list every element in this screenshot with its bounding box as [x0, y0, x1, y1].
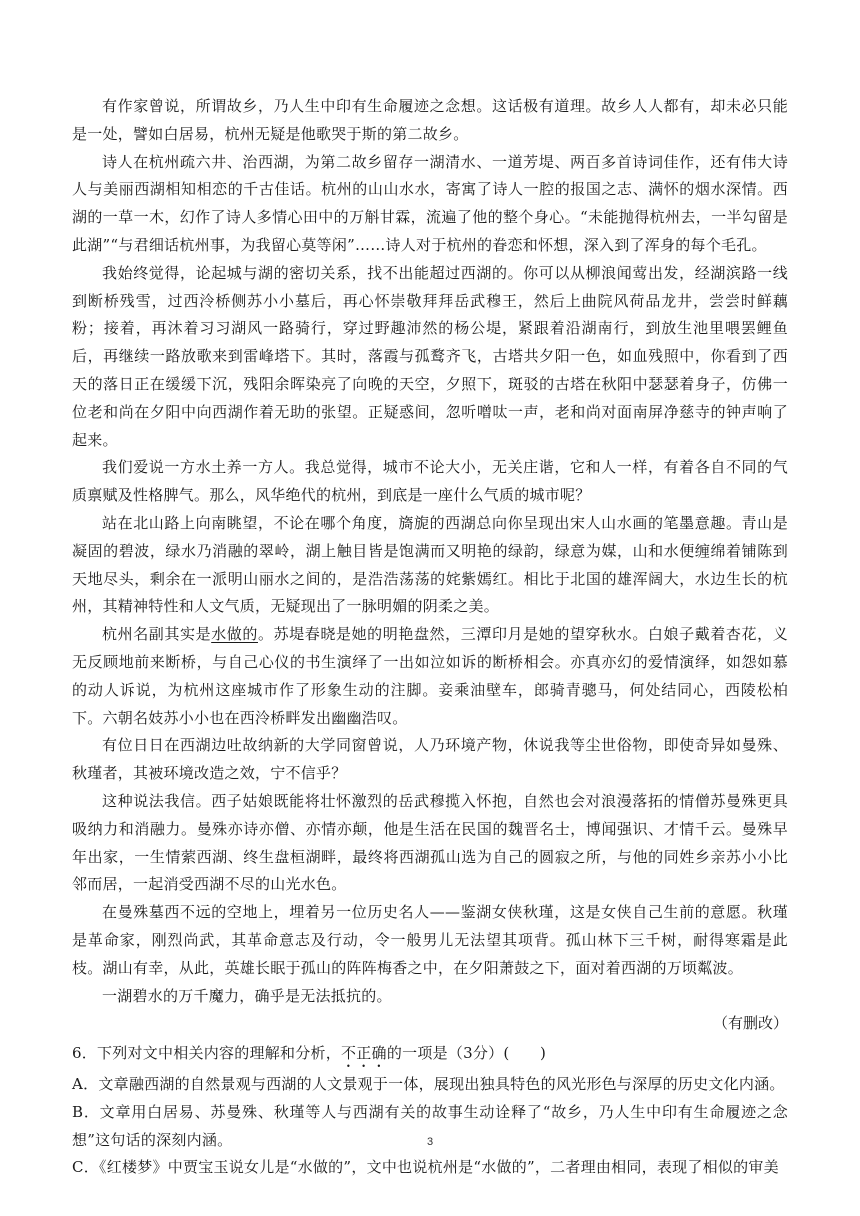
paragraph: 诗人在杭州疏六井、治西湖，为第二故乡留存一湖清水、一道芳堤、两百多首诗词佳作，还有伟大诗人与美丽西湖相知相恋的千古佳话。杭州的山山水水，寄寓了诗人一腔的报国之志、满怀的烟水深情。西湖的一草一木，幻作了诗人多情心田中的万斛甘霖，流遍了他的整个身心。“未能抛得杭州去，一半勾留是此湖”“与君细话杭州事，为我留心莫等闲”……诗人对于杭州的眷恋和怀想，深入到了浑身的每个毛孔。: [72, 152, 788, 254]
question-stem-text: 的一项是（3分）( ): [386, 1044, 547, 1063]
option-b: B．文章用白居易、苏曼殊、秋瑾等人与西湖有关的故事生动诠释了“故乡，乃人生中印有生命履迹之念想”这句话的深刻内涵。: [72, 1102, 788, 1149]
paragraph-text: 。苏堤春晓是她的明艳盘然，三潭印月是她的望穿秋水。白娘子戴着杏花，义无反顾地前来断桥，与自己心仪的书生演绎了一出如泣如诉的断桥相会。亦真亦幻的爱情演绎，如怨如慕的动人诉说，为杭州这座城市作了形象生动的注脚。妾乘油壁车，郎骑青骢马，何处结同心，西陵松柏下。六朝名妓苏小小也在西泠桥畔发出幽幽浩叹。: [72, 625, 788, 727]
paragraph-text: 杭州名副其实是: [102, 625, 212, 644]
source-credit: （有删改）: [712, 1014, 788, 1033]
paragraph: 在曼殊墓西不远的空地上，埋着另一位历史名人——鉴湖女侠秋瑾，这是女侠自己生前的意愿。秋瑾是革命家，刚烈尚武，其革命意志及行动，令一般男儿无法望其项背。孤山林下三千树，耐得寒霜是此枝。湖山有幸，从此，英雄长眠于孤山的阵阵梅香之中，在夕阳萧鼓之下，面对着西湖的万顷粼波。: [72, 903, 788, 977]
paragraph: 有作家曾说，所谓故乡，乃人生中印有生命履迹之念想。这话极有道理。故乡人人都有，却未必只能是一处，譬如白居易，杭州无疑是他歌哭于斯的第二故乡。: [72, 97, 788, 143]
paragraph: 站在北山路上向南眺望，不论在哪个角度，旖旎的西湖总向你呈现出宋人山水画的笔墨意趣。青山是凝固的碧波，绿水乃消融的翠岭，湖上触目皆是饱满而又明艳的绿韵，绿意为媒，山和水便缠绵着铺陈到天地尽头，剩余在一派明山丽水之间的，是浩浩荡荡的姹紫嫣红。相比于北国的雄浑阔大，水边生长的杭州，其精神特性和人文气质，无疑现出了一脉明媚的阴柔之美。: [72, 513, 788, 616]
document-page: [72, 93, 788, 1182]
passage: [72, 93, 788, 1038]
question-stem-text: 6．下列对文中相关内容的理解和分析，: [72, 1044, 342, 1063]
page-number: 3: [426, 1136, 434, 1148]
paragraph: 这种说法我信。西子姑娘既能将壮怀激烈的岳武穆揽入怀抱，自然也会对浪漫落拓的情僧苏曼殊更具吸纳力和消融力。曼殊亦诗亦僧、亦情亦颠，他是生活在民国的魏晋名士，博闻强识、才情千云。曼殊早年出家，一生情萦西湖、终生盘桓湖畔，最终将西湖孤山选为自己的圆寂之所，与他的同姓乡亲苏小小比邻而居，一起消受西湖不尽的山光水色。: [72, 791, 788, 894]
paragraph: 有位日日在西湖边吐故纳新的大学同窗曾说，人乃环境产物，休说我等尘世俗物，即使奇异如曼殊、秋瑾者，其被环境改造之效，宁不信乎？: [72, 736, 788, 783]
paragraph: 我们爱说一方水土养一方人。我总觉得，城市不论大小，无关庄谐，它和人一样，有着各自不同的气质禀赋及性格脾气。那么，风华绝代的杭州，到底是一座什么气质的城市呢？: [72, 458, 788, 505]
underlined-phrase: 水做的: [211, 625, 258, 644]
question-stem: [72, 1040, 788, 1071]
option-c: C．《红楼梦》中贾宝玉说女儿是“水做的”，文中也说杭州是“水做的”，二者理由相同，表现了相似的审美: [72, 1158, 779, 1177]
emphasis-text: 不正确: [341, 1044, 387, 1063]
option-a: A．文章融西湖的自然景观与西湖的人文景观于一体，展现出独具特色的风光形色与深厚的历史文化内涵。: [72, 1075, 785, 1094]
paragraph-water: [72, 621, 788, 732]
paragraph: 一湖碧水的万千魔力，确乎是无法抵抗的。: [102, 986, 392, 1005]
paragraph: 我始终觉得，论起城与湖的密切关系，找不出能超过西湖的。你可以从柳浪闻莺出发，经湖滨路一线到断桥残雪，过西泠桥侧苏小小墓后，再心怀崇敬拜拜岳武穆王，然后上曲院风荷品龙井，尝尝时鲜藕粉；接着，再沐着习习湖风一路骑行，穿过野趣沛然的杨公堤，紧跟着沿湖南行，到放生池里喂罢鲤鱼后，再继续一路放歌来到雷峰塔下。其时，落霞与孤鹜齐飞，古塔共夕阳一色，如血残照中，你看到了西天的落日正在缓缓下沉，残阳余晖染亮了向晚的天空，夕照下，斑驳的古塔在秋阳中瑟瑟着身子，仿佛一位老和尚在夕阳中向西湖作着无助的张望。正疑惑间，忽听噌呔一声，老和尚对面南屏净慈寺的钟声响了起来。: [72, 263, 788, 449]
question-6: [72, 1040, 788, 1182]
